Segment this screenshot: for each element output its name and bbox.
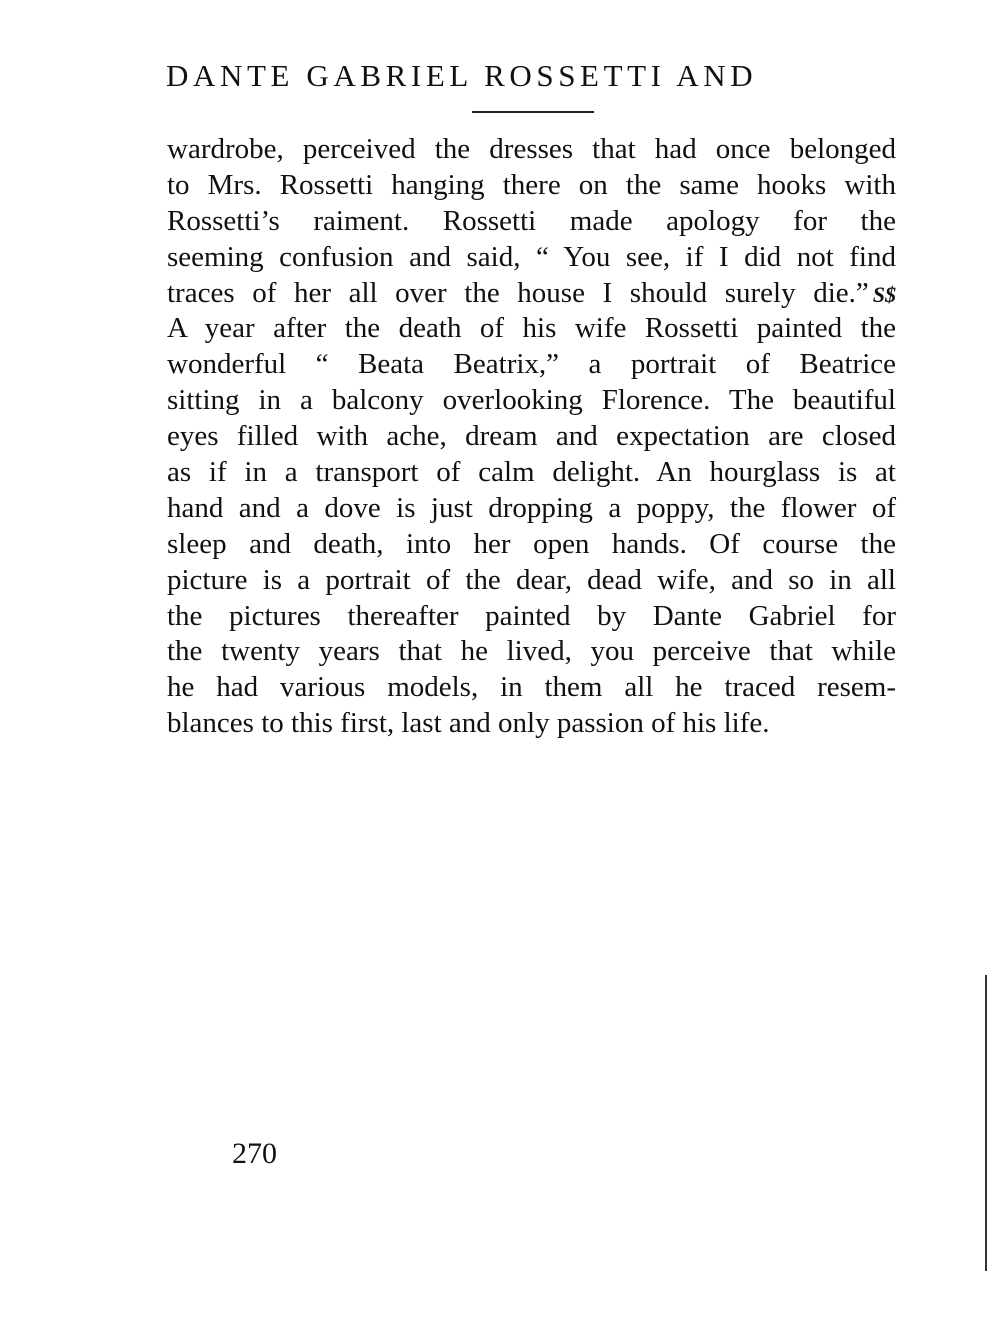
header-rule <box>472 111 594 113</box>
paragraph-ornament-icon: S$ <box>872 281 896 307</box>
text-line: picture is a portrait of the dear, dead wife, and so in all <box>167 563 896 596</box>
page-number: 270 <box>232 1137 277 1170</box>
text-line: sleep and death, into her open hands. Of course the <box>167 527 896 560</box>
text-line: hand and a dove is just dropping a poppy, the flower of <box>167 491 896 524</box>
text-line: the twenty years that he lived, you perceive that while <box>167 635 896 668</box>
text-line: wonderful “ Beata Beatrix,” a portrait of Beatrice <box>167 348 896 381</box>
text-line: the pictures thereafter painted by Dante Gabriel for <box>167 599 896 632</box>
text-line: blances to this first, last and only passion of his life. <box>167 707 770 740</box>
text-line: A year after the death of his wife Rossetti painted the <box>167 312 896 345</box>
running-head: DANTE GABRIEL ROSSETTI AND <box>166 58 758 93</box>
body-text <box>167 132 896 742</box>
text-line: he had various models, in them all he traced resem- <box>167 671 896 704</box>
text-line-with-ornament <box>167 276 896 312</box>
scan-edge-line <box>985 975 987 1271</box>
text-line: eyes filled with ache, dream and expectation are closed <box>167 420 896 453</box>
text-line: wardrobe, perceived the dresses that had once belonged <box>167 133 896 165</box>
text-line: traces of her all over the house I should surely die.” <box>167 276 869 309</box>
text-line: Rossetti’s raiment. Rossetti made apology for the <box>167 204 896 237</box>
text-line: seeming confusion and said, “ You see, if I did not find <box>167 240 896 273</box>
text-line: sitting in a balcony overlooking Florence. The beautiful <box>167 384 896 417</box>
text-line: as if in a transport of calm delight. An hourglass is at <box>167 456 896 489</box>
text-line: to Mrs. Rossetti hanging there on the same hooks with <box>167 168 896 201</box>
